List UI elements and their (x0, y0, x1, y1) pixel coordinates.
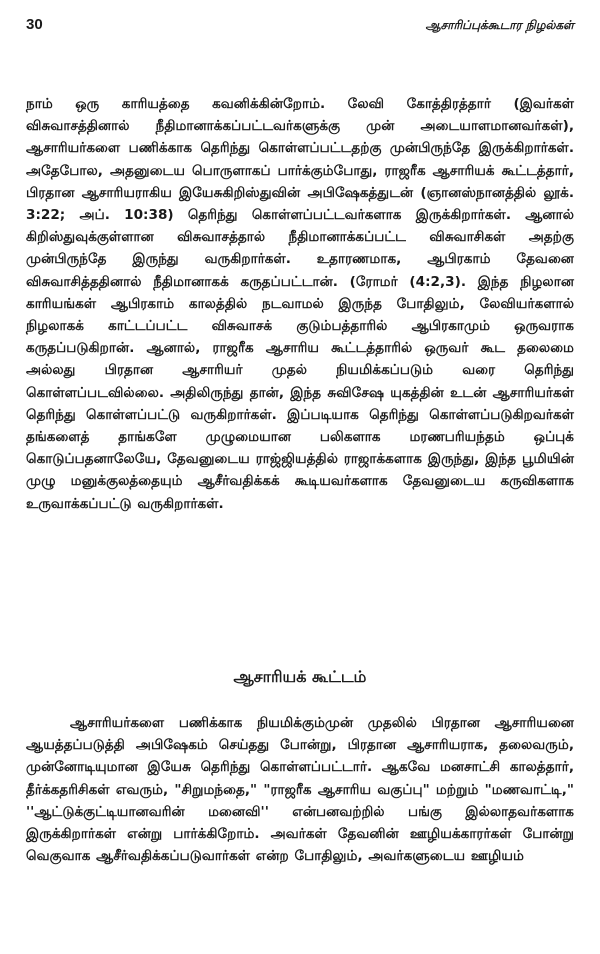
section-heading: ஆசாரியக் கூட்டம் (233, 667, 367, 686)
body-paragraph: நாம் ஒரு காரியத்தை கவனிக்கின்றோம். லேவி கோத்திரத்தார் (இவர்கள் விசுவாசத்தினால் நீதிமானாக்கப்பட்டவர்களுக்கு முன் அடையாளமானவர்கள்), ஆசாரியர்களை பணிக்காக தெரிந்து கொள்ளப்பட்டதற்கு முன்பிருந்தே இருக்கிறார்கள். அதேபோல, அதனுடைய பொருளாகப் பார்க்கும்போது, ராஜரீக ஆசாரியக் கூட்டத்தார், பிரதான ஆசாரியராகிய இயேசுகிறிஸ்துவின் அபிஷேகத்துடன் (ஞானஸ்நானத்தில் லூக். 3:22; அப். 10:38) தெரிந்து கொள்ளப்பட்டவர்களாக இருக்கிறார்கள். ஆனால் கிறிஸ்துவுக்குள்ளான விசுவாசத்தால் நீதிமானாக்கப்பட்ட விசுவாசிகள் அதற்கு முன்பிருந்தே இருந்து வருகிறார்கள். உதாரணமாக, ஆபிரகாம் தேவனை விசுவாசித்ததினால் நீதிமானாகக் கருதப்பட்டான். (ரோமர் (4:2,3). இந்த நிழலான காரியங்கள் ஆபிரகாம் காலத்தில் நடவாமல் இருந்த போதிலும், லேவியர்களால் நிழலாகக் காட்டப்பட்ட விசுவாசக் குடும்பத்தாரில் ஆபிரகாமும் ஒருவராக கருதப்படுகிறான். ஆனால், ராஜரீக ஆசாரிய கூட்டத்தாரில் ஒருவர் கூட தலைமை அல்லது பிரதான ஆசாரியர் முதல் நியமிக்கப்படும் வரை தெரிந்து கொள்ளப்படவில்லை. அதிலிருந்து தான், இந்த சுவிசேஷ யுகத்தின் உடன் ஆசாரியர்கள் தெரிந்து கொள்ளப்பட்டு வருகிறார்கள். இப்படியாக தெரிந்து கொள்ளப்படுகிறவர்கள் தங்களைத் தாங்களே முழுமையான பலிகளாக மரணபரியந்தம் ஒப்புக் கொடுப்பதனாலேயே, தேவனுடைய ராஜ்ஜியத்தில் ராஜாக்களாக இருந்து, இந்த பூமியின் முழு மனுக்குலத்தையும் ஆசீர்வதிக்கக் கூடியவர்களாக தேவனுடைய கருவிகளாக உருவாக்கப்பட்டு வருகிறார்கள். (26, 96, 574, 512)
body-paragraph: ஆசாரியர்களை பணிக்காக நியமிக்கும்முன் முதலில் பிரதான ஆசாரியனை ஆயத்தப்படுத்தி அபிஷேகம் செய்தது போன்று, பிரதான ஆசாரியராக, தலைவரும், முன்னோடியுமான இயேசு தெரிந்து கொள்ளப்பட்டார். ஆகவே மனசாட்சி காலத்தார், தீர்க்கதரிசிகள் எவரும், "சிறுமந்தை," "ராஜரீக ஆசாரிய வகுப்பு" மற்றும் "மணவாட்டி," ''ஆட்டுக்குட்டியானவரின் மனைவி'' என்பனவற்றில் பங்கு இல்லாதவர்களாக இருக்கிறார்கள் என்று பார்க்கிறோம். அவர்கள் தேவனின் ஊழியக்காரர்கள் போன்று வெகுவாக ஆசீர்வதிக்கப்படுவார்கள் என்ற போதிலும், அவர்களுடைய ஊழியம் (26, 715, 574, 865)
running-title: ஆசாரிப்புக்கூடார நிழல்கள் (425, 18, 574, 32)
page-number: 30 (26, 16, 43, 33)
running-header (26, 16, 574, 38)
